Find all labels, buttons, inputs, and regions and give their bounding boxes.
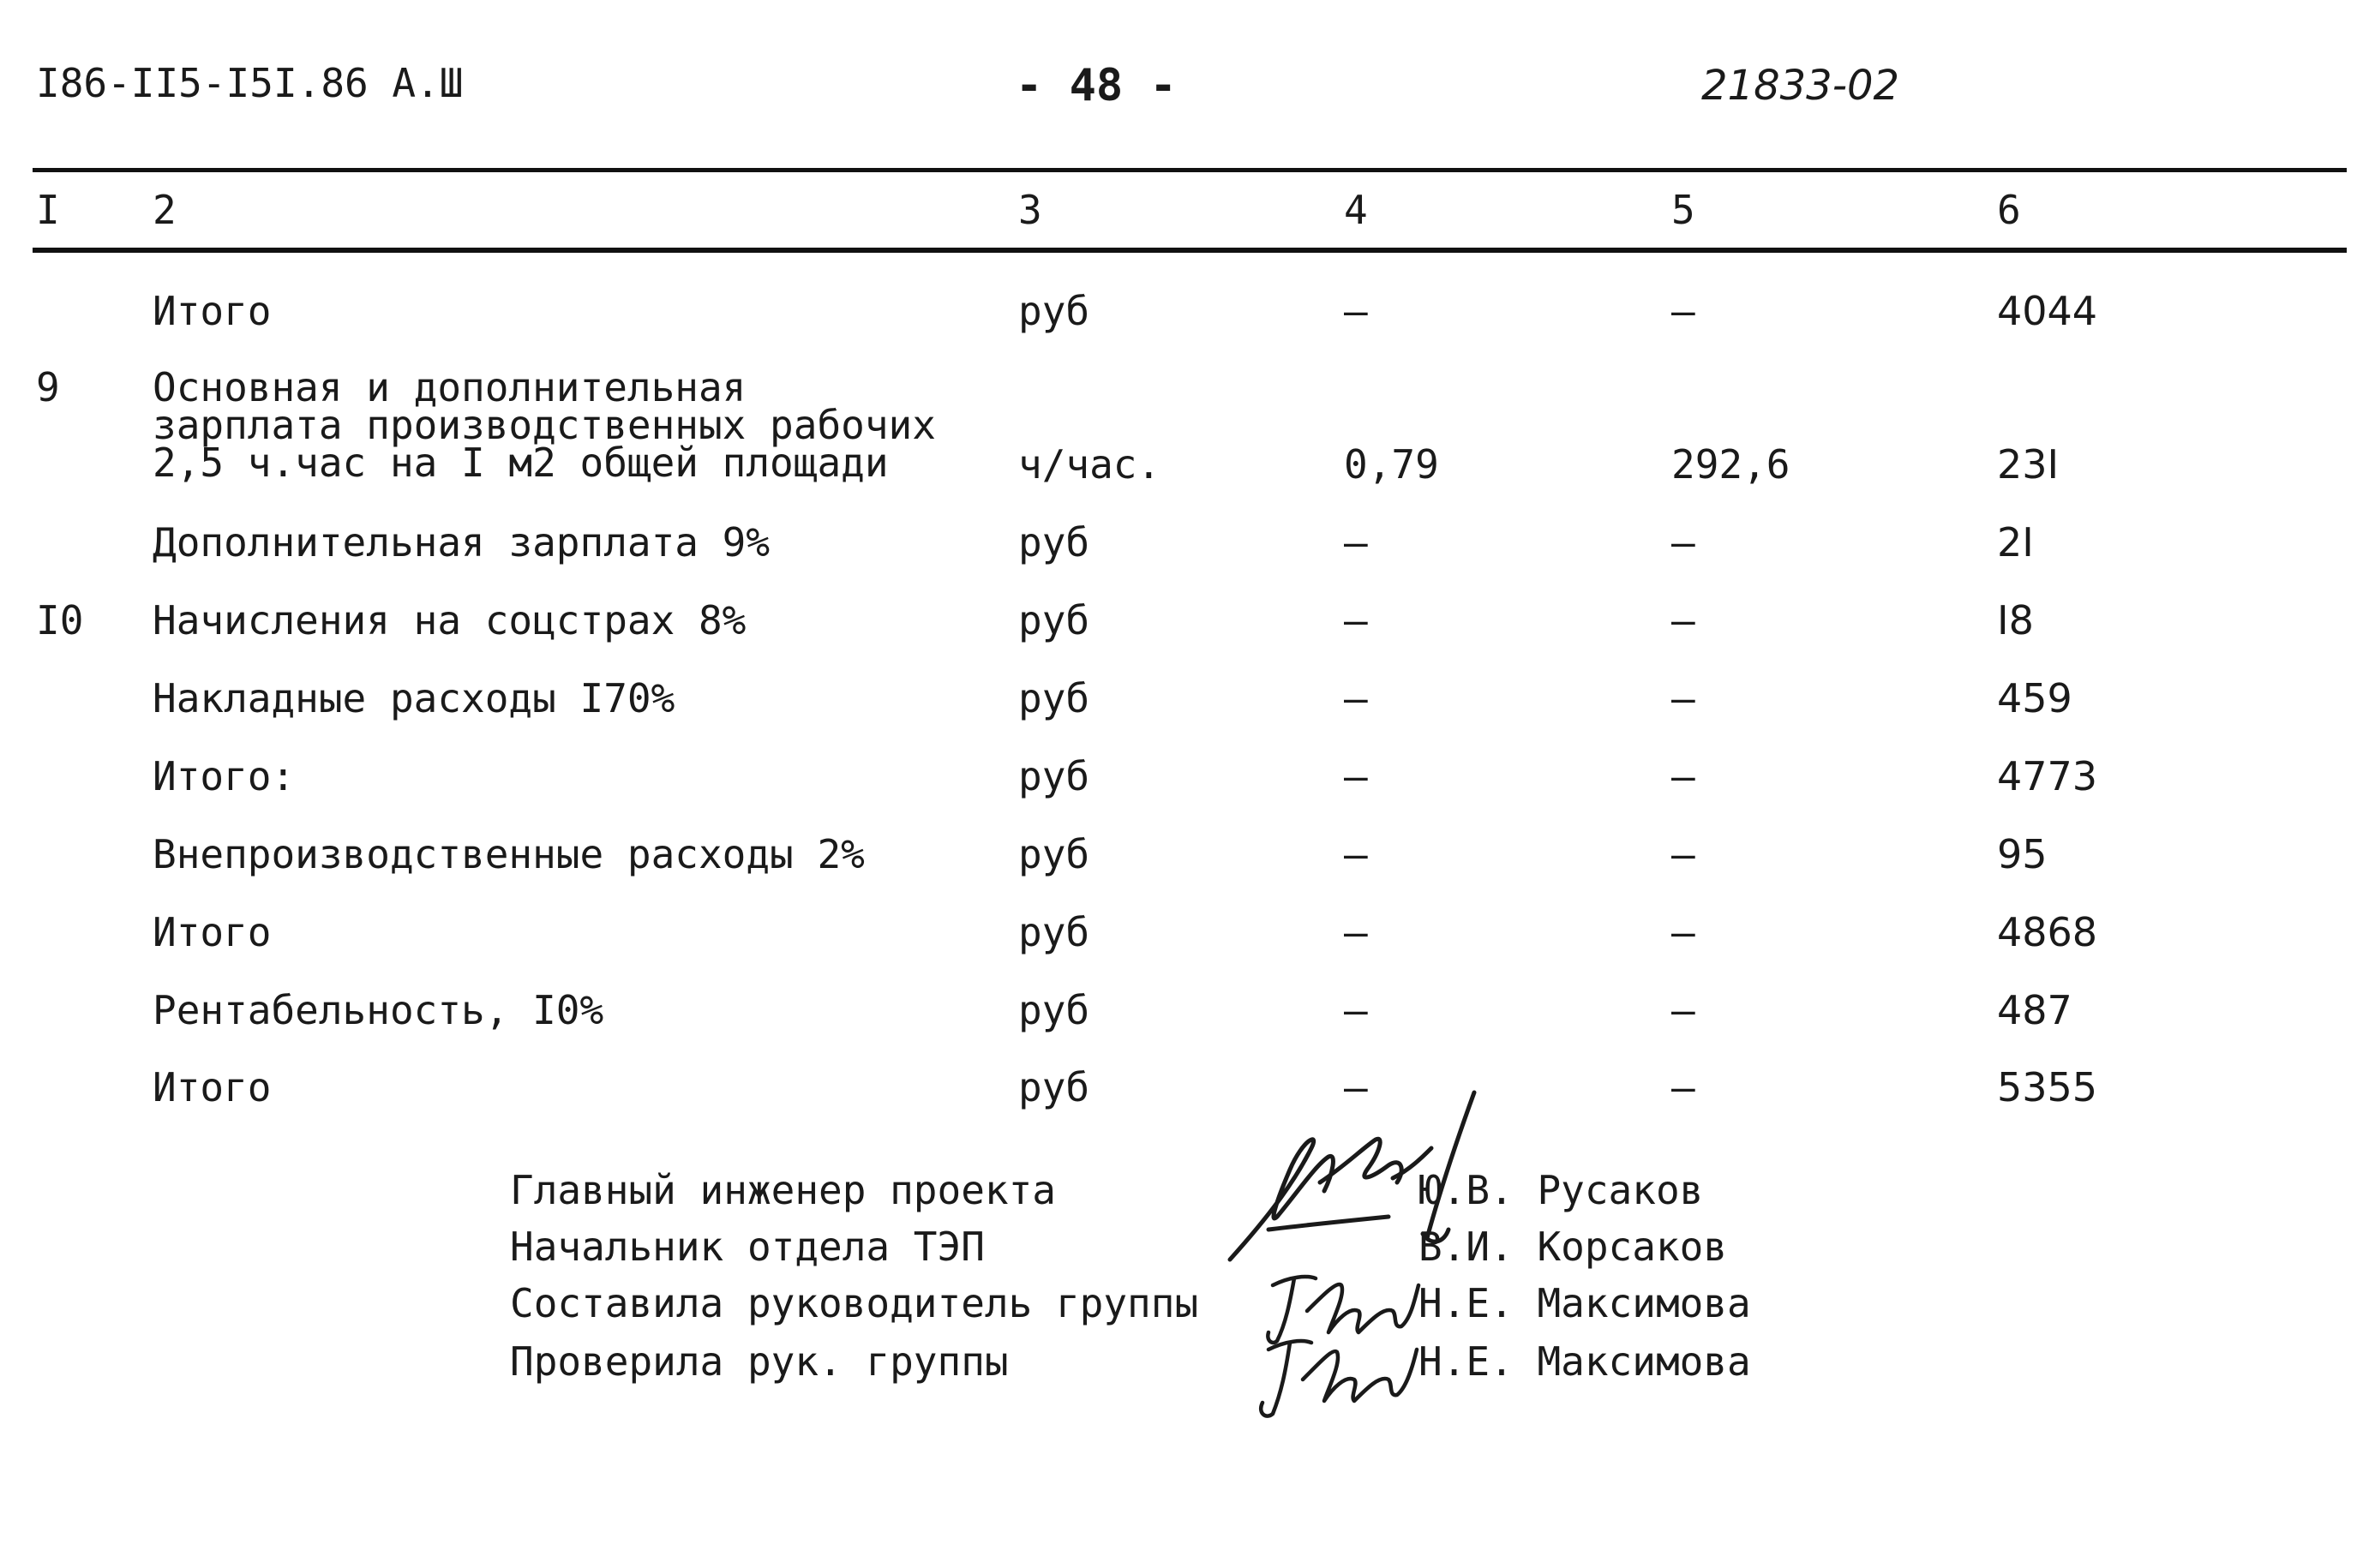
row-col4: – [1344, 519, 1368, 566]
row-unit: руб [1018, 288, 1090, 334]
row-col5: – [1671, 831, 1695, 877]
row-col5: – [1671, 753, 1695, 799]
row-col4: – [1344, 987, 1368, 1033]
row-col6: 4868 [1997, 909, 2098, 955]
signature-name: Ю.В. Русаков [1418, 1167, 1704, 1213]
registration-number: 21833-02 [1701, 62, 1900, 110]
row-col4: – [1344, 1064, 1368, 1110]
row-col4: – [1344, 909, 1368, 955]
table-header-rule [33, 248, 2347, 253]
row-name: Итого [153, 909, 272, 955]
page-number: - 48 - [1016, 60, 1177, 111]
signature-name: Н.Е. Максимова [1418, 1280, 1751, 1326]
row-col6: I8 [1997, 597, 2034, 643]
row-unit: руб [1018, 753, 1090, 799]
row-unit: руб [1018, 675, 1090, 721]
row-col5: – [1671, 909, 1695, 955]
row-unit: руб [1018, 831, 1090, 877]
row-col4: – [1344, 753, 1368, 799]
row-col6: 4044 [1997, 288, 2098, 334]
row-col4: – [1344, 675, 1368, 721]
row-unit: руб [1018, 519, 1090, 566]
row-unit: руб [1018, 1064, 1090, 1110]
row-name: Итого [153, 1064, 272, 1110]
row-col5: – [1671, 519, 1695, 566]
column-header-3: 3 [1018, 187, 1042, 233]
row-name: Внепроизводственные расходы 2% [153, 831, 865, 877]
row-number: 9 [36, 364, 60, 410]
row-col6: 2I [1997, 519, 2034, 566]
row-col6: 95 [1997, 831, 2048, 877]
row-col6: 487 [1997, 987, 2072, 1033]
signature-role: Главный инженер проекта [510, 1167, 1056, 1213]
row-col5: 292,6 [1671, 441, 1790, 488]
row-number: I0 [36, 597, 84, 643]
handwritten-signature-maksimova-2 [1247, 1324, 1427, 1427]
row-name-line-2: зарплата производственных рабочих [153, 402, 936, 448]
table-top-rule [33, 168, 2347, 172]
row-col6: 459 [1997, 675, 2072, 721]
column-header-5: 5 [1671, 187, 1695, 233]
row-col6: 23I [1997, 441, 2060, 488]
column-header-6: 6 [1997, 187, 2021, 233]
signature-name: Н.Е. Максимова [1418, 1338, 1751, 1385]
row-col5: – [1671, 1064, 1695, 1110]
document-code: I86-II5-I5I.86 A.Ш [36, 60, 464, 106]
row-col4: 0,79 [1344, 441, 1439, 488]
row-col4: – [1344, 288, 1368, 334]
row-name: Итого [153, 288, 272, 334]
signature-role: Начальник отдела ТЭП [510, 1224, 985, 1270]
row-col5: – [1671, 987, 1695, 1033]
row-name-line-3: 2,5 ч.час на I м2 общей площади [153, 440, 889, 486]
row-name: Начисления на соцстрах 8% [153, 597, 747, 643]
handwritten-signature-rusakov [1217, 1088, 1500, 1277]
row-col4: – [1344, 597, 1368, 643]
row-name: Накладные расходы I70% [153, 675, 675, 721]
row-col5: – [1671, 288, 1695, 334]
signature-role: Проверила рук. группы [510, 1338, 1009, 1385]
signature-name: В.И. Корсаков [1418, 1224, 1728, 1270]
column-header-1: I [36, 187, 60, 233]
row-name-line-1: Основная и дополнительная [153, 364, 747, 410]
row-unit: ч/час. [1018, 441, 1161, 488]
row-unit: руб [1018, 987, 1090, 1033]
row-name: Дополнительная зарплата 9% [153, 519, 771, 566]
column-header-2: 2 [153, 187, 177, 233]
signature-role: Составила руководитель группы [510, 1280, 1199, 1326]
row-col5: – [1671, 597, 1695, 643]
row-col5: – [1671, 675, 1695, 721]
row-name: Итого: [153, 753, 296, 799]
row-unit: руб [1018, 597, 1090, 643]
row-unit: руб [1018, 909, 1090, 955]
row-name: Рентабельность, I0% [153, 987, 604, 1033]
row-col6: 4773 [1997, 753, 2098, 799]
column-header-4: 4 [1344, 187, 1368, 233]
row-col6: 5355 [1997, 1064, 2098, 1110]
row-col4: – [1344, 831, 1368, 877]
